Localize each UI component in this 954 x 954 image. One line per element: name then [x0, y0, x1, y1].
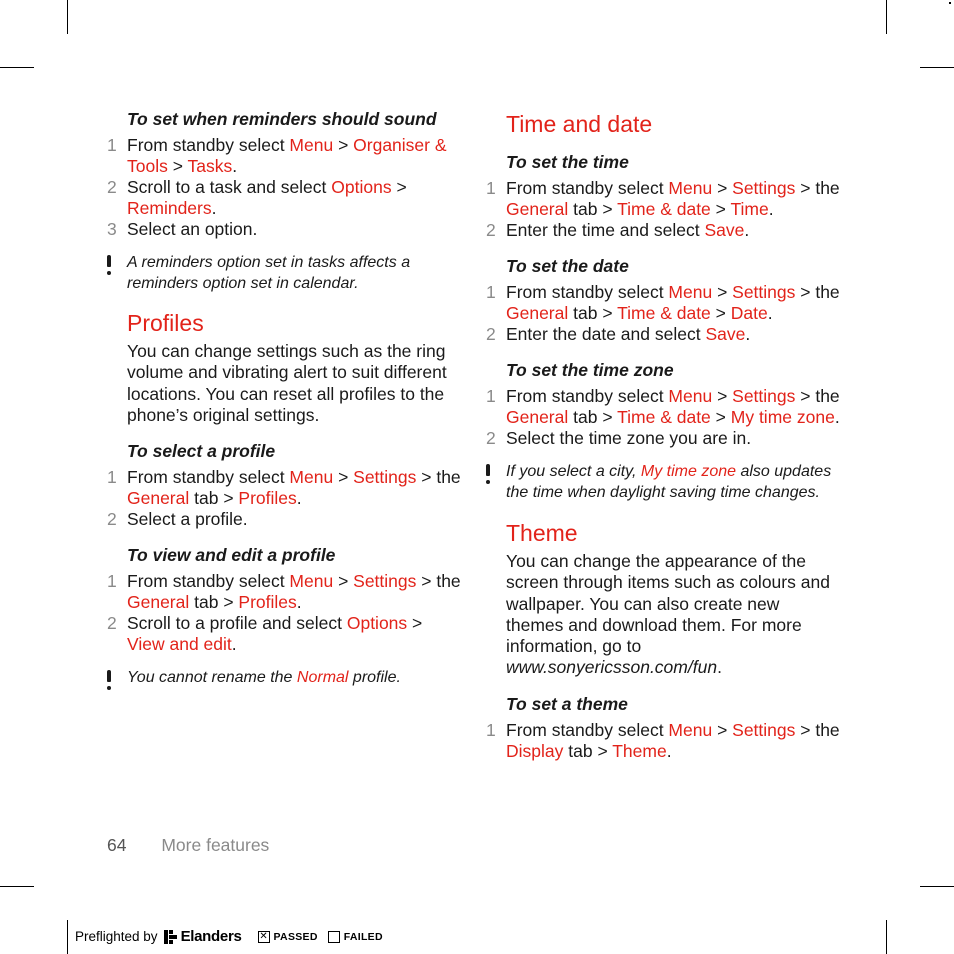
step-number: 1 [107, 571, 117, 592]
subtitle-reminders: To set when reminders should sound [127, 109, 437, 129]
step-text: > [710, 407, 731, 427]
step-text: . [666, 740, 672, 761]
step-item [486, 386, 841, 428]
step-text: From standby select [127, 467, 290, 488]
menu-path-item: Settings [732, 386, 796, 406]
exclamation-icon [107, 255, 111, 269]
step-item [107, 135, 462, 177]
subtitle-edit-profile: To view and edit a profile [127, 545, 336, 566]
subtitle-set-time: To set the time [506, 152, 629, 172]
exclamation-icon [107, 670, 111, 684]
step-item [107, 219, 462, 240]
menu-path-item: Tasks [187, 156, 233, 176]
menu-path-item: General [506, 199, 569, 219]
exclamation-icon [486, 464, 490, 478]
step-text: . [744, 220, 750, 240]
preflight-label: Preflighted by [75, 929, 158, 944]
menu-path-item: Date [730, 303, 768, 323]
step-item [486, 324, 841, 345]
menu-path-item: Time & date [617, 303, 711, 323]
step-text: Select a profile. [127, 509, 248, 530]
page-number: 64 [107, 835, 127, 855]
step-text: > [333, 571, 354, 592]
step-text: . [232, 156, 238, 176]
theme-url: www.sonyericsson.com/fun [506, 657, 718, 678]
step-number: 3 [107, 219, 117, 239]
step-item [107, 509, 462, 530]
profiles-intro: You can change settings such as the ring volume and vibrating alert to suit different locations. You can reset all profiles to the phone’s original settings. [127, 341, 447, 425]
theme-intro: You can change the appearance of the screen through items such as colours and wallpaper. You can also create new themes and download them. For more information, go to www.sonyericsson.com/fun. [506, 551, 830, 678]
menu-path-item: General [127, 488, 190, 509]
menu-path-item: Reminders [127, 198, 212, 218]
select-profile-steps [107, 467, 462, 530]
step-text: tab > [189, 592, 239, 613]
step-item [486, 220, 841, 241]
step-text: > [407, 613, 423, 634]
crop-mark [949, 2, 951, 4]
preflight-stamp [75, 928, 383, 945]
failed-label: FAILED [343, 930, 383, 943]
crop-mark [0, 67, 34, 68]
step-text: . [296, 592, 302, 613]
step-text: If you select a city, [506, 463, 641, 480]
menu-path-item: Theme [612, 740, 667, 761]
step-text: . [834, 407, 840, 427]
step-item [107, 613, 462, 655]
menu-path-item: General [506, 303, 569, 323]
menu-path-item: Menu [668, 178, 713, 198]
step-text: . [768, 199, 774, 219]
step-text: From standby select [506, 386, 669, 406]
step-item [486, 282, 841, 324]
step-number: 1 [486, 178, 496, 198]
crop-mark [0, 886, 34, 887]
step-text: Enter the time and select [506, 220, 705, 240]
heading-time-date: Time and date [506, 111, 653, 137]
step-number: 1 [107, 135, 117, 155]
step-text: > [712, 719, 733, 740]
step-text: Select an option. [127, 219, 258, 239]
step-text: > [712, 386, 733, 406]
menu-path-item: Profiles [238, 488, 297, 509]
step-text: tab > [189, 488, 239, 509]
menu-path-item: Settings [732, 719, 796, 740]
step-number: 2 [107, 613, 117, 634]
menu-path-item: View and edit [127, 634, 232, 655]
step-text: . [296, 488, 302, 509]
step-text: > the [795, 178, 840, 198]
menu-path-item: Settings [732, 282, 796, 302]
step-item [107, 571, 462, 613]
step-item [486, 720, 841, 762]
step-text: tab > [568, 199, 618, 219]
crop-mark [920, 67, 954, 68]
menu-path-item: Time [730, 199, 769, 219]
crop-mark [920, 886, 954, 887]
set-theme-steps [486, 720, 841, 762]
elanders-brand: Elanders [180, 928, 242, 945]
menu-path-item: Options [331, 177, 392, 197]
crop-mark [886, 920, 887, 954]
subtitle-set-date: To set the date [506, 256, 629, 276]
step-item [107, 177, 462, 219]
menu-path-item: Menu [668, 719, 713, 740]
menu-path-item: Settings [732, 178, 796, 198]
step-text: > [710, 199, 731, 219]
step-number: 1 [486, 282, 496, 302]
step-text: From standby select [506, 719, 669, 740]
crop-mark [886, 0, 887, 34]
set-zone-steps [486, 386, 841, 449]
step-text: > [391, 177, 407, 197]
menu-path-item: My time zone [640, 463, 737, 480]
elanders-logo-icon [164, 930, 177, 944]
step-number: 2 [486, 428, 496, 448]
step-text: > [712, 178, 733, 198]
menu-path-item: Menu [289, 467, 334, 488]
step-text: > the [795, 386, 840, 406]
step-text: > the [416, 571, 461, 592]
menu-path-item: Normal [296, 669, 349, 687]
menu-path-item: My time zone [730, 407, 835, 427]
set-time-steps [486, 178, 841, 241]
set-date-steps [486, 282, 841, 345]
step-number: 2 [107, 509, 117, 530]
heading-profiles: Profiles [127, 310, 204, 336]
step-item [107, 467, 462, 509]
step-text: . [767, 303, 773, 323]
menu-path-item: Menu [289, 135, 334, 155]
note-time-zone [486, 462, 841, 503]
subtitle-set-theme: To set a theme [506, 693, 628, 714]
menu-path-item: Menu [668, 282, 713, 302]
step-text: . [211, 198, 217, 218]
section-name: More features [161, 835, 270, 855]
step-text: . [745, 324, 751, 344]
step-number: 1 [486, 719, 496, 740]
step-text: From standby select [127, 135, 290, 155]
step-text: tab > [563, 740, 613, 761]
edit-profile-steps [107, 571, 462, 655]
subtitle-set-zone: To set the time zone [506, 360, 674, 380]
menu-path-item: Save [704, 220, 745, 240]
menu-path-item: Save [705, 324, 746, 344]
menu-path-item: Profiles [238, 592, 297, 613]
step-text: > the [795, 719, 840, 740]
step-text: . [231, 634, 237, 655]
step-item [486, 428, 841, 449]
step-text: Select the time zone you are in. [506, 428, 752, 448]
step-item [486, 178, 841, 220]
crop-mark [67, 920, 68, 954]
step-number: 2 [486, 324, 496, 344]
step-text: From standby select [127, 571, 290, 592]
step-text: > [333, 467, 354, 488]
reminders-steps [107, 135, 462, 240]
step-text: profile. [348, 669, 401, 687]
step-number: 2 [107, 177, 117, 197]
step-text: From standby select [506, 178, 669, 198]
menu-path-item: Organiser & Tools [127, 135, 447, 176]
failed-checkbox [328, 931, 340, 943]
step-text: > the [416, 467, 461, 488]
page-footer [107, 835, 269, 856]
step-text: > [167, 156, 188, 176]
menu-path-item: Options [346, 613, 408, 634]
menu-path-item: Settings [353, 467, 417, 488]
step-text: tab > [568, 407, 618, 427]
step-text: You cannot rename the [127, 669, 297, 687]
step-text: > the [795, 282, 840, 302]
menu-path-item: Time & date [617, 407, 711, 427]
step-number: 2 [486, 220, 496, 240]
menu-path-item: Time & date [617, 199, 711, 219]
menu-path-item: Settings [353, 571, 417, 592]
menu-path-item: Menu [289, 571, 334, 592]
passed-label: PASSED [273, 930, 318, 943]
step-text: Scroll to a profile and select [127, 613, 347, 634]
step-text: Scroll to a task and select [127, 177, 332, 197]
crop-mark [67, 0, 68, 34]
menu-path-item: Menu [668, 386, 713, 406]
step-text: > [333, 135, 354, 155]
heading-theme: Theme [506, 520, 578, 546]
note-profiles [107, 668, 462, 689]
passed-checkbox: ✕ [259, 930, 268, 942]
step-text: > [710, 303, 731, 323]
subtitle-select-profile: To select a profile [127, 441, 276, 462]
step-text: From standby select [506, 282, 669, 302]
step-number: 1 [486, 386, 496, 406]
right-column [486, 108, 841, 762]
step-number: 1 [107, 467, 117, 488]
step-text: > [712, 282, 733, 302]
left-column [107, 108, 462, 689]
step-text: also updates the time when daylight saving time changes. [506, 463, 832, 501]
menu-path-item: Display [506, 740, 564, 761]
step-text: tab > [568, 303, 618, 323]
note-reminders: A reminders option set in tasks affects a reminders option set in calendar. [107, 253, 462, 294]
step-text: Enter the date and select [506, 324, 706, 344]
menu-path-item: General [506, 407, 569, 427]
menu-path-item: General [127, 592, 190, 613]
